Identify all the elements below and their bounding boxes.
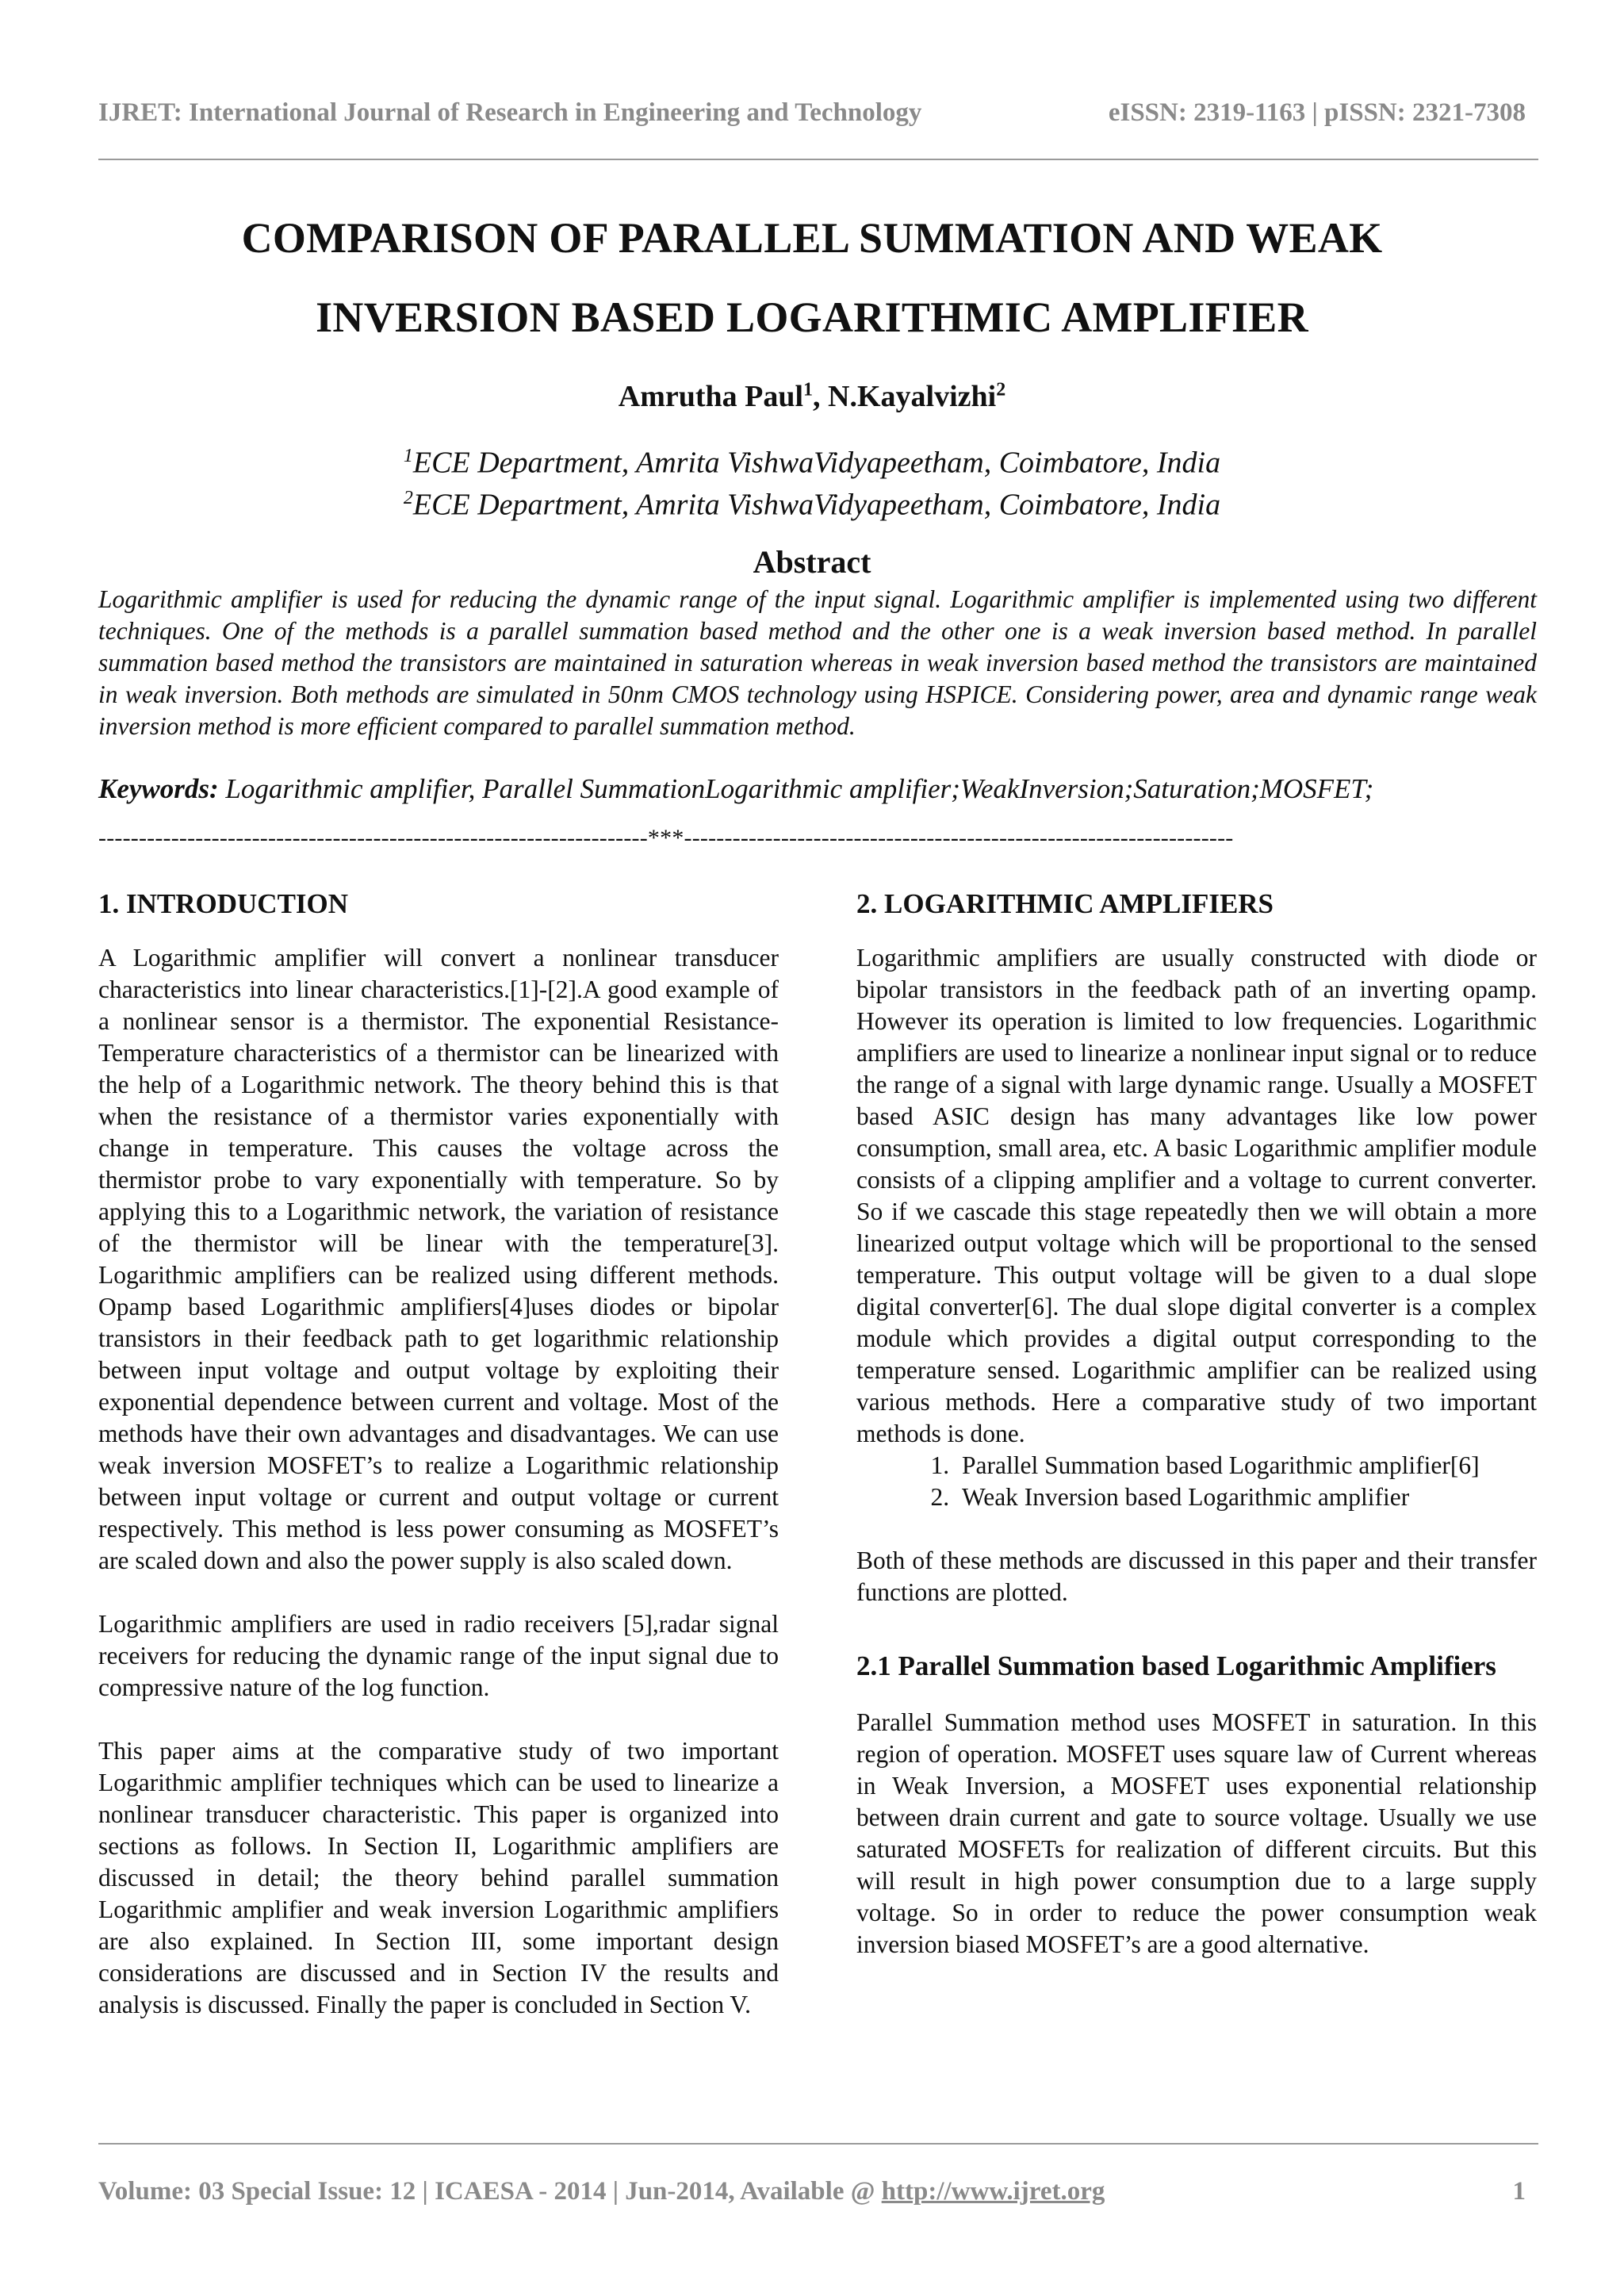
author-2-affil-mark: 2 (996, 379, 1006, 401)
footer-text: Volume: 03 Special Issue: 12 | ICAESA - 2014 | Jun-2014, Available @ (98, 2177, 882, 2206)
footer-info (98, 2177, 1105, 2206)
author-separator: , (813, 380, 829, 413)
intro-paragraph-2: Logarithmic amplifiers are used in radio receivers [5],radar signal receivers for reducing the dynamic range of the input signal due to compressive nature of the log function. (98, 1610, 779, 1701)
left-column (98, 888, 779, 2053)
paper-title (98, 198, 1526, 357)
author-2: N.Kayalvizhi (828, 380, 997, 413)
right-column (856, 888, 1537, 1992)
methods-list (856, 1450, 1537, 1513)
running-footer (98, 2177, 1526, 2206)
page-number: 1 (1512, 2177, 1526, 2206)
journal-name: IJRET: International Journal of Research in Engineering and Technology (98, 98, 922, 127)
section-separator: --------------------------------------------------------------------***-------------------------------------------------------------------- (98, 825, 1234, 851)
subsection-heading-parallel-summation: 2.1 Parallel Summation based Logarithmic Amplifiers (856, 1650, 1496, 1681)
list-item: 2. Weak Inversion based Logarithmic amplifier (956, 1481, 1537, 1513)
abstract-heading: Abstract (753, 544, 871, 580)
keywords-line (98, 773, 1537, 805)
author-1: Amrutha Paul (618, 380, 804, 413)
log-amp-paragraph-1: Logarithmic amplifiers are usually constructed with diode or bipolar transistors in the feedback path of an inverting opamp. However its operation is limited to low frequencies. Logarithmic amplifiers are used to linearize a nonlinear input signal or to reduce the range of a signal with large dynamic range. Usually a MOSFET based ASIC design has many advantages like low power consumption, small area, etc. A basic Logarithmic amplifier module consists of a clipping amplifier and a voltage to current converter. So if we cascade this stage repeatedly then we will obtain a more linearized output voltage which will be proportional to the sensed temperature. This output voltage will be given to a dual slope digital converter[6]. The dual slope digital converter is a complex module which provides a digital output corresponding to the temperature sensed. Logarithmic amplifier can be realized using various methods. Here a comparative study of two important methods is done. (856, 944, 1537, 1447)
section-heading-introduction: 1. INTRODUCTION (98, 888, 349, 919)
keywords-text: Logarithmic amplifier, Parallel SummationLogarithmic amplifier;WeakInversion;Saturation;MOSFET; (218, 773, 1374, 804)
author-list (98, 379, 1526, 414)
title-line-1: COMPARISON OF PARALLEL SUMMATION AND WEAK (241, 214, 1383, 262)
journal-link[interactable]: http://www.ijret.org (881, 2177, 1105, 2206)
footer-divider (98, 2143, 1538, 2145)
title-line-2: INVERSION BASED LOGARITHMIC AMPLIFIER (316, 293, 1308, 341)
section-heading-log-amplifiers: 2. LOGARITHMIC AMPLIFIERS (856, 888, 1274, 919)
author-1-affil-mark: 1 (803, 379, 814, 401)
parallel-summation-paragraph: Parallel Summation method uses MOSFET in saturation. In this region of operation. MOSFET uses square law of Current whereas in Weak Inversion, a MOSFET uses exponential relationship between drain current and gate to source voltage. Usually we use saturated MOSFETs for realization of different circuits. But this will result in high power consumption due to a large supply voltage. So in order to reduce the power consumption weak inversion biased MOSFET’s are a good alternative. (856, 1708, 1537, 1958)
log-amp-paragraph-2: Both of these methods are discussed in this paper and their transfer functions are plotted. (856, 1547, 1537, 1606)
intro-paragraph-3: This paper aims at the comparative study of two important Logarithmic amplifier techniques which can be used to linearize a nonlinear transducer characteristic. This paper is organized into sections as follows. In Section II, Logarithmic amplifiers are discussed in detail; the theory behind parallel summation Logarithmic amplifier and weak inversion Logarithmic amplifiers are also explained. In Section III, some important design considerations are discussed and in Section IV the results and analysis is discussed. Finally the paper is concluded in Section V. (98, 1737, 779, 2018)
abstract-body: Logarithmic amplifier is used for reducing the dynamic range of the input signal. Logarithmic amplifier is implemented using two different techniques. One of the methods is a parallel summation based method and the other one is a weak inversion based method. In parallel summation based method the transistors are maintained in saturation whereas in weak inversion based method the transistors are maintained in weak inversion. Both methods are simulated in 50nm CMOS technology using HSPICE. Considering power, area and dynamic range weak inversion method is more efficient compared to parallel summation method. (98, 585, 1537, 740)
issn-info: eISSN: 2319-1163 | pISSN: 2321-7308 (1108, 98, 1526, 127)
list-item: 1. Parallel Summation based Logarithmic amplifier[6] (956, 1450, 1537, 1481)
keywords-label: Keywords: (98, 773, 219, 804)
affiliations (98, 439, 1526, 522)
intro-paragraph-1: A Logarithmic amplifier will convert a nonlinear transducer characteristics into linear characteristics.[1]-[2].A good example of a nonlinear sensor is a thermistor. The exponential Resistance-Temperature characteristics of a thermistor can be linearized with the help of a Logarithmic network. The theory behind this is that when the resistance of a thermistor varies exponentially with change in temperature. This causes the voltage across the thermistor probe to vary exponentially with temperature. So by applying this to a Logarithmic network, the variation of resistance of the thermistor will be linear with the temperature[3]. Logarithmic amplifiers can be realized using different methods. Opamp based Logarithmic amplifiers[4]uses diodes or bipolar transistors in their feedback path to get logarithmic relationship between input voltage and output voltage by exploiting their exponential dependence between current and voltage. Most of the methods have their own advantages and disadvantages. We can use weak inversion MOSFET’s to realize a Logarithmic relationship between input voltage or current and output voltage or current respectively. This method is less power consuming as MOSFET’s are scaled down and also the power supply is also scaled down. (98, 944, 779, 1574)
affiliation-2: $^2$ECE Department, Amrita VishwaVidyapeetham, Coimbatore, India (403, 487, 1221, 522)
running-header (98, 98, 1526, 128)
header-divider (98, 159, 1538, 160)
affiliation-1: $^1$ECE Department, Amrita VishwaVidyapeetham, Coimbatore, India (403, 446, 1221, 480)
